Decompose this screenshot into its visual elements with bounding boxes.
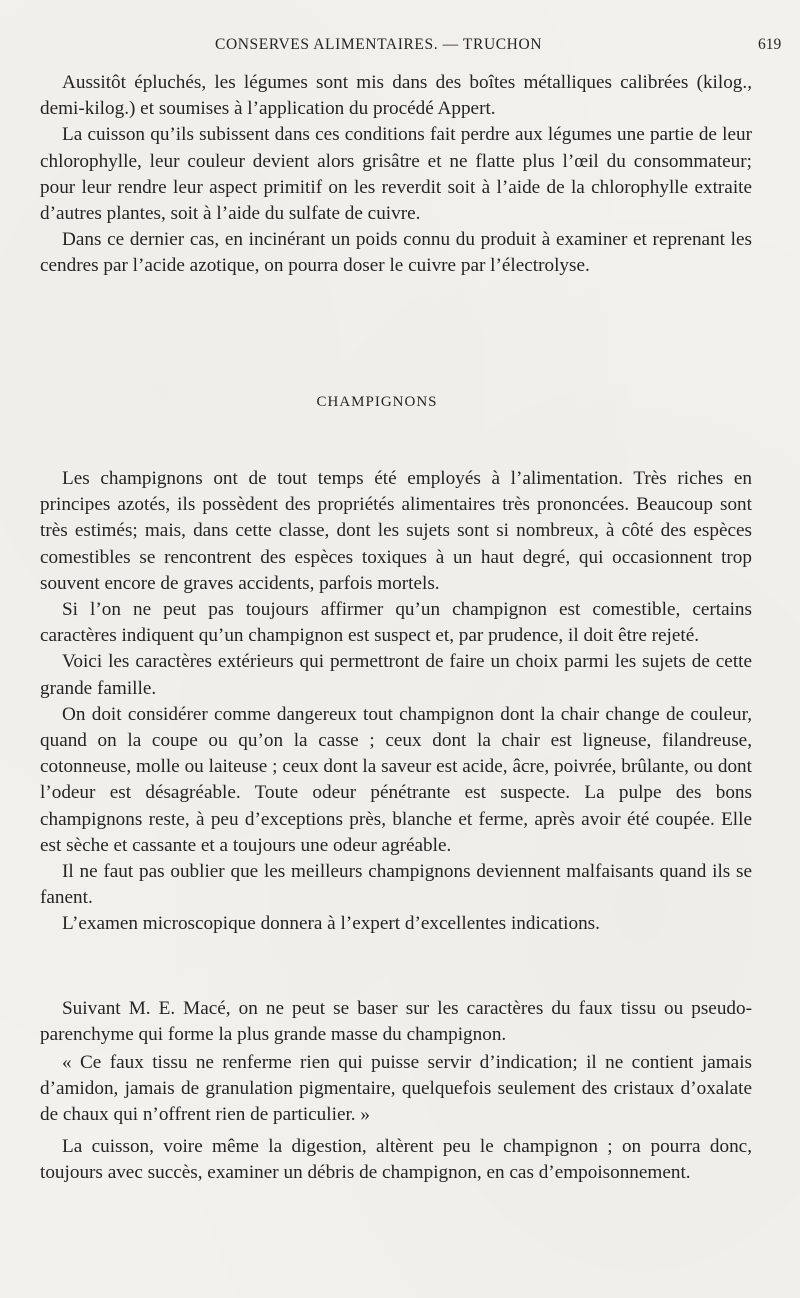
quote-text [40,1050,752,1129]
running-title: CONSERVES ALIMENTAIRES. — TRUCHON [215,36,543,53]
section-title-text: CHAMPIGNONS [316,394,438,410]
paragraph-dangereux: On doit considérer comme dangereux tout champignon dont la chair change de couleur, quand on la coupe ou qu’on la casse ; ceux dont la chair est ligneuse, filandreuse, cotonneuse, molle ou laiteuse ; ceux dont la saveur est acide, âcre, poivrée, brûlante, ou dont l’odeur est désagréable. Toute odeur pénétrante est suspecte. La pulpe des bons champignons reste, à peu d’exceptions près, blanche et ferme, après avoir été coupée. Elle est sèche et cassante et a toujours une odeur agréable. [40,703,752,856]
paragraph-microscopique: L’examen microscopique donnera à l’expert d’excellentes indications. [62,913,600,935]
running-head [0,36,800,56]
section-body [40,466,752,938]
paragraph-suspect: Si l’on ne peut pas toujours affirmer qu’un champignon est comestible, certains caractères indiquent qu’un champignon est suspect et, par prudence, il doit être rejeté. [40,599,752,647]
paragraph-quote: « Ce faux tissu ne renferme rien qui puisse servir d’indication; il ne contient jamais d’amidon, jamais de granulation pigmentaire, quelquefois seulement des cristaux d’oxalate de chaux qui n’offrent rien de particulier. » [40,1052,752,1126]
closing-text [40,1134,752,1186]
intro-text [40,70,752,280]
mace-text [40,996,752,1048]
paragraph-empoisonnement: La cuisson, voire même la digestion, altèrent peu le champignon ; on pourra donc, toujours avec succès, examiner un débris de champignon, en cas d’empoisonnement. [40,1136,752,1184]
paragraph-appert: Aussitôt épluchés, les légumes sont mis dans des boîtes métalliques calibrées (kilog., demi-kilog.) et soumises à l’application du procédé Appert. [40,72,752,120]
page-number: 619 [758,36,782,53]
paragraph-mace: Suivant M. E. Macé, on ne peut se baser sur les caractères du faux tissu ou pseudo-parenchyme qui forme la plus grande masse du champignon. [40,998,752,1046]
paragraph-electrolyse: Dans ce dernier cas, en incinérant un poids connu du produit à examiner et reprenant les cendres par l’acide azotique, on pourra doser le cuivre par l’électrolyse. [40,229,752,277]
section-title [0,394,800,411]
paragraph-fanent: Il ne faut pas oublier que les meilleurs champignons deviennent malfaisants quand ils se fanent. [40,861,752,909]
paragraph-chlorophylle: La cuisson qu’ils subissent dans ces conditions fait perdre aux légumes une partie de leur chlorophylle, leur couleur devient alors grisâtre et ne flatte plus l’œil du consommateur; pour leur rendre leur aspect primitif on les reverdit soit à l’aide de la chlorophylle extraite d’autres plantes, soit à l’aide du sulfate de cuivre. [40,124,752,225]
paragraph-caracteres: Voici les caractères extérieurs qui permettront de faire un choix parmi les sujets de cette grande famille. [40,651,752,699]
paragraph-alimentation: Les champignons ont de tout temps été employés à l’alimentation. Très riches en principes azotés, ils possèdent des propriétés alimentaires très prononcées. Beaucoup sont très estimés; mais, dans cette classe, dont les sujets sont si nombreux, à côté des espèces comestibles se rencontrent des espèces toxiques à un haut degré, qui occasionnent trop souvent encore de graves accidents, parfois mortels. [40,468,752,594]
